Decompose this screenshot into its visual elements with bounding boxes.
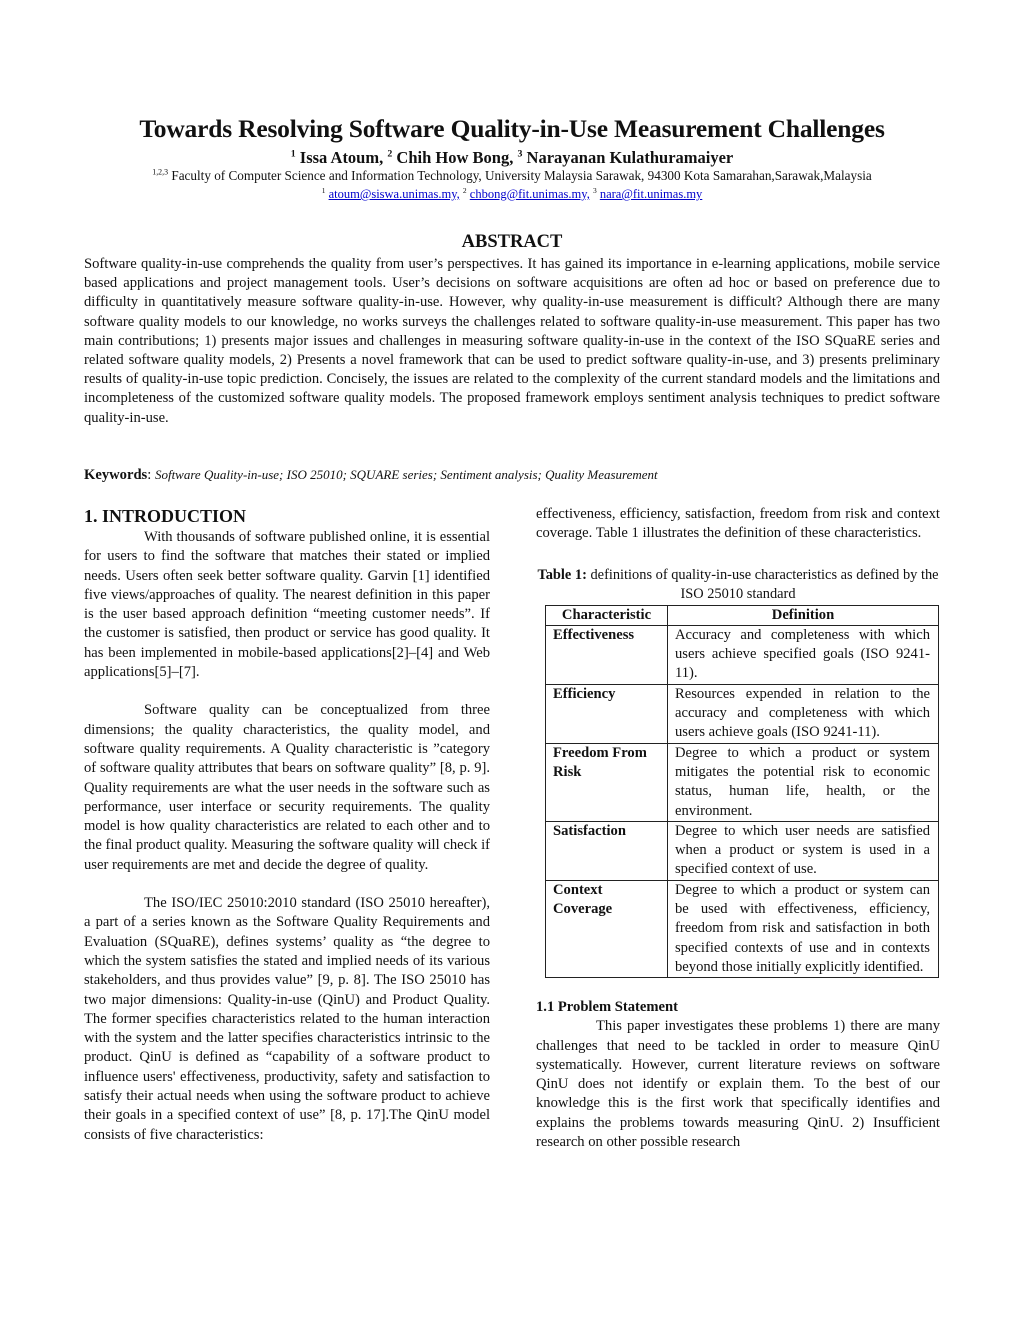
keywords-text: Software Quality-in-use; ISO 25010; SQUARE series; Sentiment analysis; Quality Measurement	[154, 467, 658, 482]
table-row	[546, 625, 939, 684]
keywords-label: Keywords	[84, 467, 148, 483]
table-row	[546, 821, 939, 880]
table-header-characteristic: Characteristic	[546, 605, 668, 625]
author-1-number: 1	[290, 148, 296, 160]
paper-title: Towards Resolving Software Quality-in-Use Measurement Challenges	[139, 114, 885, 143]
author-3-name: Narayanan Kulathuramaiyer	[526, 148, 734, 167]
intro-paragraph-2: Software quality can be conceptualized from three dimensions; the quality characteristics, the quality model, and software quality requirements. A Quality characteristic is ”category of software quality attributes that bears on software quality” [8, p. 9]. Quality requirements are what the user needs in the software such as performance, user interface or security requirements. The quality model is how quality characteristics are related to each other and to the final product quality. Measuring the software quality will check if user requirements are met and decide the degree of quality.	[84, 702, 490, 873]
table-header-definition: Definition	[668, 605, 939, 625]
table-cell-characteristic: Freedom From Risk	[546, 743, 668, 821]
email-1-number: 1	[321, 185, 326, 195]
affiliation-number: 1,2,3	[152, 167, 169, 177]
keywords: Keywords: Software Quality-in-use; ISO 25010; SQUARE series; Sentiment analysis; Quality Measurement	[84, 467, 658, 483]
intro-paragraph-1: With thousands of software published online, it is essential for users to find the software that matches their stated or implied needs. Users often seek better software quality. Garvin [1] identified five views/approaches of quality. The nearest definition in this paper is the user based approach definition “meeting customer needs”. If the customer is satisfied, then product or service has good quality. It has been implemented in mobile-based applications[2]–[4] and Web applications[5]–[7].	[84, 529, 490, 681]
table-cell-characteristic: Effectiveness	[546, 625, 668, 684]
email-link-3[interactable]: nara@fit.unimas.my	[599, 187, 703, 201]
table-row	[546, 743, 939, 821]
table-1-caption	[536, 566, 940, 604]
author-2-number: 2	[387, 148, 393, 160]
table-1-caption-label: Table 1:	[537, 566, 587, 583]
right-column	[536, 505, 940, 1152]
abstract-heading: ABSTRACT	[461, 232, 563, 252]
table-cell-characteristic: Efficiency	[546, 684, 668, 743]
table-cell-definition: Degree to which a product or system can be used with effectiveness, efficiency, freedom from risk and satisfaction in both specified contexts of use and in contexts beyond those initially explicitly identified.	[668, 880, 939, 977]
email-2-number: 2	[462, 185, 467, 195]
table-1-caption-text: definitions of quality-in-use characteristics as defined by the ISO 25010 standard	[586, 566, 939, 602]
intro-paragraph-3: The ISO/IEC 25010:2010 standard (ISO 25010 hereafter), a part of a series known as the Software Quality Requirements and Evaluation (SQuaRE), defines systems’ quality as “the degree to which the system satisfies the stated and implied needs of its various stakeholders, and thus provides value” [9, p. 8]. The ISO 25010 has two major dimensions: Quality-in-use (QinU) and Product Quality. The former specifies characteristics related to the human interaction with the system and the latter specifies characteristics intrinsic to the product. QinU is defined as “capability of a software product to influence users' effectiveness, productivity, safety and satisfaction to satisfy their actual needs when using the software product to achieve their goals in a specified context of use” [8, p. 17].The QinU model consists of five characteristics:	[84, 895, 490, 1143]
email-link-1[interactable]: atoum@siswa.unimas.my,	[328, 187, 460, 201]
table-cell-characteristic: Satisfaction	[546, 821, 668, 880]
table-cell-definition: Accuracy and completeness with which users achieve specified goals (ISO 9241-11).	[668, 625, 939, 684]
left-column	[84, 506, 490, 1145]
introduction-heading: 1. INTRODUCTION	[84, 506, 247, 526]
table-header-row	[546, 605, 939, 625]
author-2-name: Chih How Bong,	[396, 148, 514, 167]
table-row	[546, 880, 939, 977]
email-3-number: 3	[592, 185, 597, 195]
table-cell-definition: Degree to which user needs are satisfied when a product or system is used in a specified context of use.	[668, 821, 939, 880]
table-1	[545, 605, 939, 979]
table-cell-definition: Degree to which a product or system mitigates the potential risk to economic status, human life, health, or the environment.	[668, 743, 939, 821]
table-cell-characteristic: Context Coverage	[546, 880, 668, 977]
affiliation	[0, 168, 1024, 184]
table-cell-definition: Resources expended in relation to the accuracy and completeness with which users achieve goals (ISO 9241-11).	[668, 684, 939, 743]
intro-paragraph-3-continued: effectiveness, efficiency, satisfaction, freedom from risk and context coverage. Table 1 illustrates the definition of these characteristics.	[536, 506, 940, 542]
email-list	[0, 187, 1024, 202]
email-link-2[interactable]: chbong@fit.unimas.my,	[469, 187, 590, 201]
author-1-name: Issa Atoum,	[299, 148, 384, 167]
problem-statement-text: This paper investigates these problems 1) there are many challenges that need to be tackled in order to measure QinU systematically. However, current literature reviews on software QinU does not identify or explain them. To the best of our knowledge this is the first work that specifically identifies and explains the problems towards measuring QinU. 2) Insufficient research on other possible research	[536, 1018, 940, 1151]
problem-statement-heading: 1.1 Problem Statement	[536, 999, 678, 1016]
author-3-number: 3	[517, 148, 523, 160]
abstract-text: Software quality-in-use comprehends the quality from user’s perspectives. It has gained its importance in e-learning applications, mobile service based applications and project management tools. User’s decisions on software acquisitions are often ad hoc or based on preference due to difficulty in quantitatively measure software quality-in-use. However, why quality-in-use measurement is difficult? Although there are many software quality models to our knowledge, no works surveys the challenges related to software quality-in-use measurement. This paper has two main contributions; 1) presents major issues and challenges in measuring software quality-in-use in the context of the ISO SQuaRE series and related software quality models, 2) Presents a novel framework that can be used to predict software quality-in-use, and 3) presents preliminary results of quality-in-use topic prediction. Concisely, the issues are related to the complexity of the current standard models and the limitations and incompleteness of the customized software quality models. The proposed framework employs sentiment analysis techniques to predict software quality-in-use.	[84, 256, 940, 426]
affiliation-text: Faculty of Computer Science and Information Technology, University Malaysia Sarawak, 94300 Kota Samarahan,Sarawak,Malaysia	[171, 168, 872, 183]
table-row	[546, 684, 939, 743]
author-list	[0, 148, 1024, 168]
